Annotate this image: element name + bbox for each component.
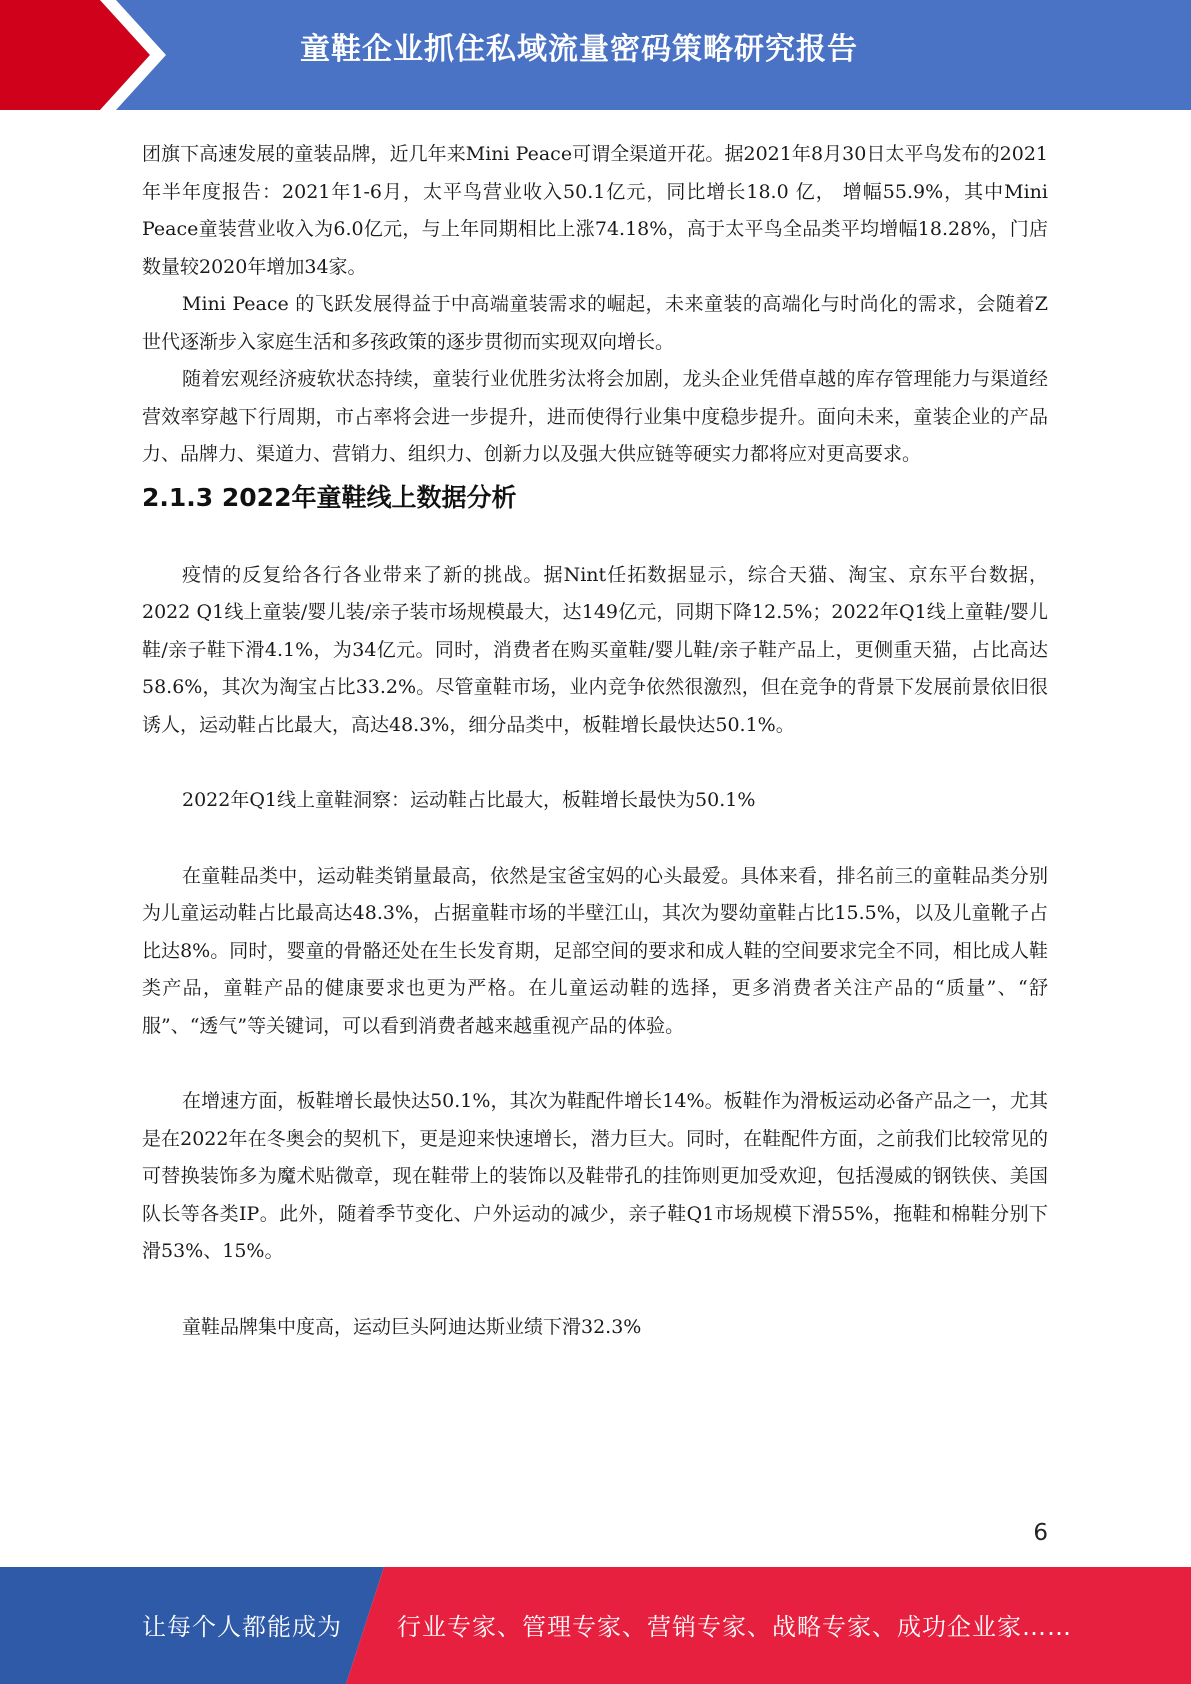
paragraph-growth-analysis: 在增速方面，板鞋增长最快达50.1%，其次为鞋配件增长14%。板鞋作为滑板运动必备产品之一，尤其是在2022年在冬奥会的契机下，更是迎来快速增长，潜力巨大。同时，在鞋配件方面，之前我们比较常见的可替换装饰多为魔术贴微章，现在鞋带上的装饰以及鞋带孔的挂饰则更加受欢迎，包括漫威的钢铁侠、美国队长等各类IP。此外，随着季节变化、户外运动的减少，亲子鞋Q1市场规模下滑55%，拖鞋和棉鞋分别下滑53%、15%。 bbox=[142, 1090, 1048, 1262]
footer-slogan-left: 让每个人都能成为 bbox=[142, 1613, 342, 1641]
paragraph-online-data: 疫情的反复给各行各业带来了新的挑战。据Nint任拓数据显示，综合天猫、淘宝、京东平台数据，2022 Q1线上童装/婴儿装/亲子装市场规模最大，达149亿元，同期下降12.5%；2022年Q1线上童鞋/婴儿鞋/亲子鞋下滑4.1%，为34亿元。同时，消费者在购买童鞋/婴儿鞋/亲子鞋产品上，更侧重天猫，占比高达58.6%，其次为淘宝占比33.2%。尽管童鞋市场，业内竞争依然很激烈，但在竞争的背景下发展前景依旧很诱人，运动鞋占比最大，高达48.3%，细分品类中，板鞋增长最快达50.1%。 bbox=[142, 563, 1048, 736]
paragraph-q1-insight: 2022年Q1线上童鞋洞察：运动鞋占比最大，板鞋增长最快为50.1% bbox=[182, 789, 756, 811]
spacer bbox=[142, 744, 1048, 782]
paragraph-brand-concentration: 童鞋品牌集中度高，运动巨头阿迪达斯业绩下滑32.3% bbox=[182, 1315, 642, 1338]
document-body bbox=[142, 136, 1048, 1346]
paragraph-mini-peace-growth: Mini Peace 的飞跃发展得益于中高端童装需求的崛起，未来童装的高端化与时尚化的需求，会随着Z世代逐渐步入家庭生活和多孩政策的逐步贯彻而实现双向增长。 bbox=[142, 293, 1048, 353]
spacer bbox=[142, 1045, 1048, 1083]
footer-band bbox=[0, 1567, 1191, 1684]
paragraph-category-analysis: 在童鞋品类中，运动鞋类销量最高，依然是宝爸宝妈的心头最爱。具体来看，排名前三的童鞋品类分别为儿童运动鞋占比最高达48.3%，占据童鞋市场的半壁江山，其次为婴幼童鞋占比15.5%，以及儿童靴子占比达8%。同时，婴童的骨骼还处在生长发育期，足部空间的要求和成人鞋的空间要求完全不同，相比成人鞋类产品，童鞋产品的健康要求也更为严格。在儿童运动鞋的选择，更多消费者关注产品的“质量”、“舒服”、“透气”等关键词，可以看到消费者越来越重视产品的体验。 bbox=[142, 864, 1048, 1037]
paragraph-industry-outlook: 随着宏观经济疲软状态持续，童装行业优胜劣汰将会加剧，龙头企业凭借卓越的库存管理能力与渠道经营效率穿越下行周期，市占率将会进一步提升，进而使得行业集中度稳步提升。面向未来，童装企业的产品力、品牌力、渠道力、营销力、组织力、创新力以及强大供应链等硬实力都将应对更高要求。 bbox=[142, 368, 1048, 465]
spacer bbox=[142, 1271, 1048, 1309]
section-heading: 2.1.3 2022年童鞋线上数据分析 bbox=[142, 482, 517, 512]
header-band bbox=[0, 0, 1191, 110]
page-number: 6 bbox=[1033, 1520, 1048, 1546]
report-title: 童鞋企业抓住私域流量密码策略研究报告 bbox=[300, 32, 858, 67]
paragraph-mini-peace-revenue: 团旗下高速发展的童装品牌，近几年来Mini Peace可谓全渠道开花。据2021年8月30日太平鸟发布的2021年半年度报告：2021年1-6月，太平鸟营业收入50.1亿元，同比增长18.0 亿， 增幅55.9%，其中Mini Peace童装营业收入为6.0亿元，与上年同期相比上涨74.18%，高于太平鸟全品类平均增幅18.28%，门店数量较2020年增加34家。 bbox=[142, 143, 1048, 278]
spacer bbox=[142, 820, 1048, 858]
spacer bbox=[142, 518, 1048, 557]
footer-slogan-right: 行业专家、管理专家、营销专家、战略专家、成功企业家…… bbox=[397, 1613, 1072, 1641]
